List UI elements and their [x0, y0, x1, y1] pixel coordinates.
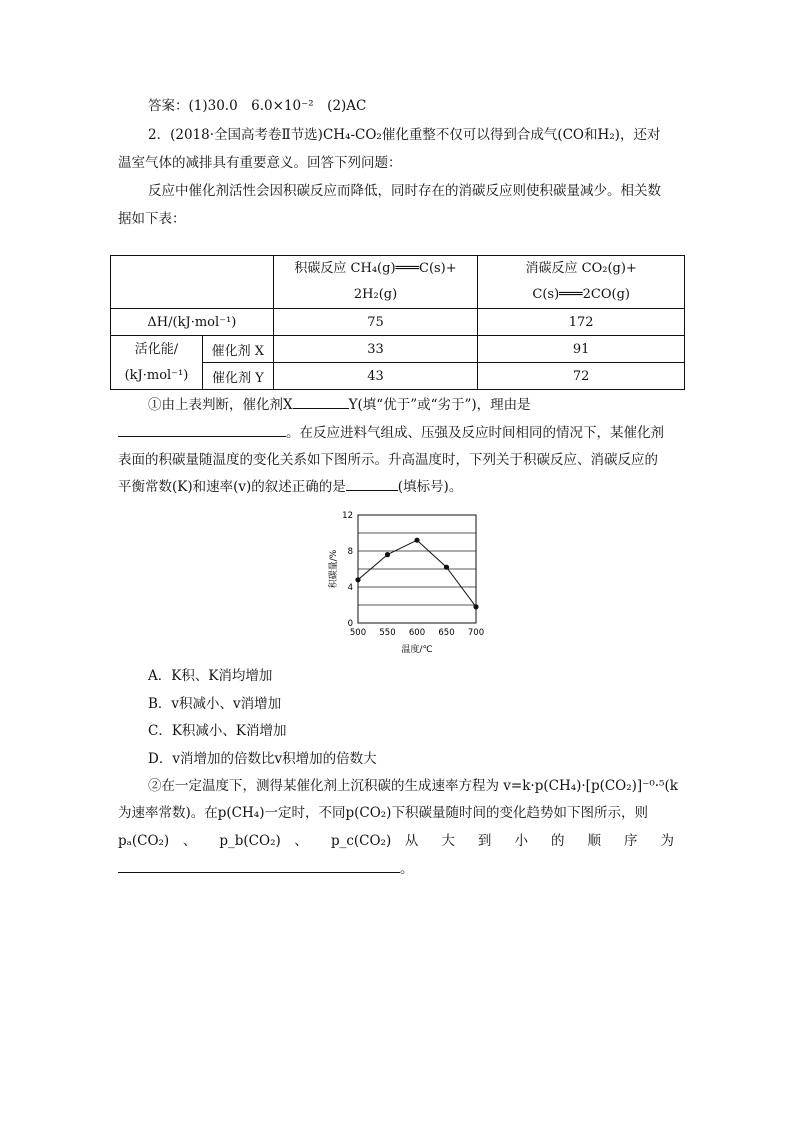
header-decoking-line2: C(s)═══2CO(g): [532, 287, 630, 302]
sub2-end: 。: [400, 861, 414, 877]
sub1-text-b: Y(填“优于”或“劣于”)，理由是: [348, 397, 531, 413]
table-cell-cat-y: 催化剂 Y: [202, 363, 273, 390]
header-decoking-line1: 消碳反应 CO₂(g)+: [525, 261, 637, 276]
option-a[interactable]: A．K积、K消均增加: [148, 668, 273, 684]
ea-label-line2: (kJ·mol⁻¹): [124, 367, 189, 383]
x-axis-label: 温度/℃: [401, 645, 433, 655]
ea-label-line1: 活化能/: [134, 341, 179, 357]
sub1-line4-text-b: (填标号)。: [397, 479, 463, 495]
sub2-line3-token: 为: [660, 833, 674, 849]
sub-question-1-line-3: 表面的积碳量随温度的变化关系如下图所示。升高温度时，下列关于积碳反应、消碳反应的: [118, 452, 658, 468]
answer-line: 答案：(1)30.0 6.0×10⁻² (2)AC: [148, 98, 367, 114]
sub2-line3-token: 顺: [587, 833, 611, 849]
series-line: [358, 540, 476, 607]
option-b[interactable]: B．v积减小、v消增加: [148, 696, 282, 712]
answer-blank-2[interactable]: [118, 424, 286, 437]
table-cell-ea-label: [111, 336, 203, 390]
question-2-line-1: 2．(2018·全国高考卷Ⅱ节选)CH₄-CO₂催化重整不仅可以得到合成气(CO和H₂)，还对: [148, 127, 661, 143]
sub2-line3-token: 到: [477, 833, 501, 849]
table-corner-cell: [111, 256, 274, 309]
answer-blank-3[interactable]: [346, 478, 398, 491]
table-cell-dh-label: ΔH/(kJ·mol⁻¹): [111, 309, 274, 336]
y-tick-label: 4: [347, 583, 353, 593]
table-cell-cat-x: 催化剂 X: [202, 336, 273, 363]
table-cell-cat-y-v2: 72: [478, 363, 685, 390]
x-tick-label: 650: [438, 628, 455, 638]
sub2-line3-token: 大: [441, 833, 465, 849]
sub-question-2-line-2: 为速率常数)。在p(CH₄)一定时，不同p(CO₂)下积碳量随时间的变化趋势如下图所示，则: [118, 805, 648, 821]
option-d[interactable]: D．v消增加的倍数比v积增加的倍数大: [148, 751, 377, 767]
answer-blank-1[interactable]: [293, 396, 349, 409]
chart-grid: [358, 515, 476, 605]
question-2-line-2: 温室气体的减排具有重要意义。回答下列问题：: [118, 155, 402, 171]
sub-question-2-line-4: [118, 860, 414, 878]
x-tick-label: 500: [349, 628, 367, 638]
table-cell-cat-x-v2: 91: [478, 336, 685, 363]
chart-series: [355, 538, 478, 610]
option-c[interactable]: C．K积减小、K消增加: [148, 723, 287, 739]
sub-question-2-line-1: ②在一定温度下，测得某催化剂上沉积碳的生成速率方程为 v=k·p(CH₄)·[p(CO₂)]⁻⁰·⁵(k: [148, 778, 678, 794]
data-table: [110, 255, 685, 390]
x-tick-label: 700: [467, 628, 485, 638]
table-cell-dh-v1: 75: [273, 309, 478, 336]
table-row-dh: [111, 309, 685, 336]
header-coking-line2: 2H₂(g): [353, 287, 398, 302]
y-tick-label: 8: [347, 547, 353, 557]
table-header-decoking: [478, 256, 685, 309]
sub-question-1-line-1: [148, 396, 531, 414]
header-coking-line1: 积碳反应 CH₄(g)═══C(s)+: [294, 261, 457, 276]
y-tick-label: 0: [347, 619, 353, 629]
sub2-line3-token: p_b(CO₂): [219, 833, 281, 849]
coking-temperature-chart: [320, 505, 520, 660]
sub2-line3-token: 的: [550, 833, 574, 849]
y-axis-label: 积碳量/%: [329, 549, 339, 589]
table-cell-cat-x-v1: 33: [273, 336, 478, 363]
table-cell-dh-v2: 172: [478, 309, 685, 336]
table-header-coking: [273, 256, 478, 309]
data-point: [385, 552, 390, 557]
question-2-line-4: 据如下表：: [118, 211, 186, 227]
sub2-line3-token: 、: [182, 833, 206, 849]
data-point: [473, 604, 478, 609]
sub1-line2-text: 。在反应进料气组成、压强及反应时间相同的情况下，某催化剂: [286, 425, 664, 441]
table-cell-cat-y-v1: 43: [273, 363, 478, 390]
y-tick-label: 12: [342, 511, 353, 521]
data-point: [444, 565, 449, 570]
sub-question-1-line-4: [118, 478, 462, 496]
question-2-line-3: 反应中催化剂活性会因积碳反应而降低，同时存在的消碳反应则使积碳量减少。相关数: [148, 183, 661, 199]
data-point: [355, 577, 360, 582]
sub2-line3-token: p_c(CO₂): [330, 833, 392, 849]
sub2-line3-token: 从: [404, 833, 428, 849]
sub1-line4-text-a: 平衡常数(K)和速率(v)的叙述正确的是: [118, 479, 346, 495]
x-tick-label: 550: [379, 628, 396, 638]
sub1-text-a: ①由上表判断，催化剂X: [148, 397, 293, 413]
sub-question-1-line-2: [118, 424, 664, 442]
x-tick-label: 600: [408, 628, 426, 638]
sub2-line3-token: 、: [294, 833, 318, 849]
answer-blank-4[interactable]: [118, 860, 400, 873]
table-row-cat-x: [111, 336, 685, 363]
sub2-line3-token: 小: [514, 833, 538, 849]
sub2-line3-token: pₐ(CO₂): [118, 833, 170, 849]
data-point: [414, 538, 419, 543]
sub2-line3-token: 序: [623, 833, 647, 849]
sub-question-2-line-3: [118, 832, 674, 850]
table-header-row: [111, 256, 685, 309]
